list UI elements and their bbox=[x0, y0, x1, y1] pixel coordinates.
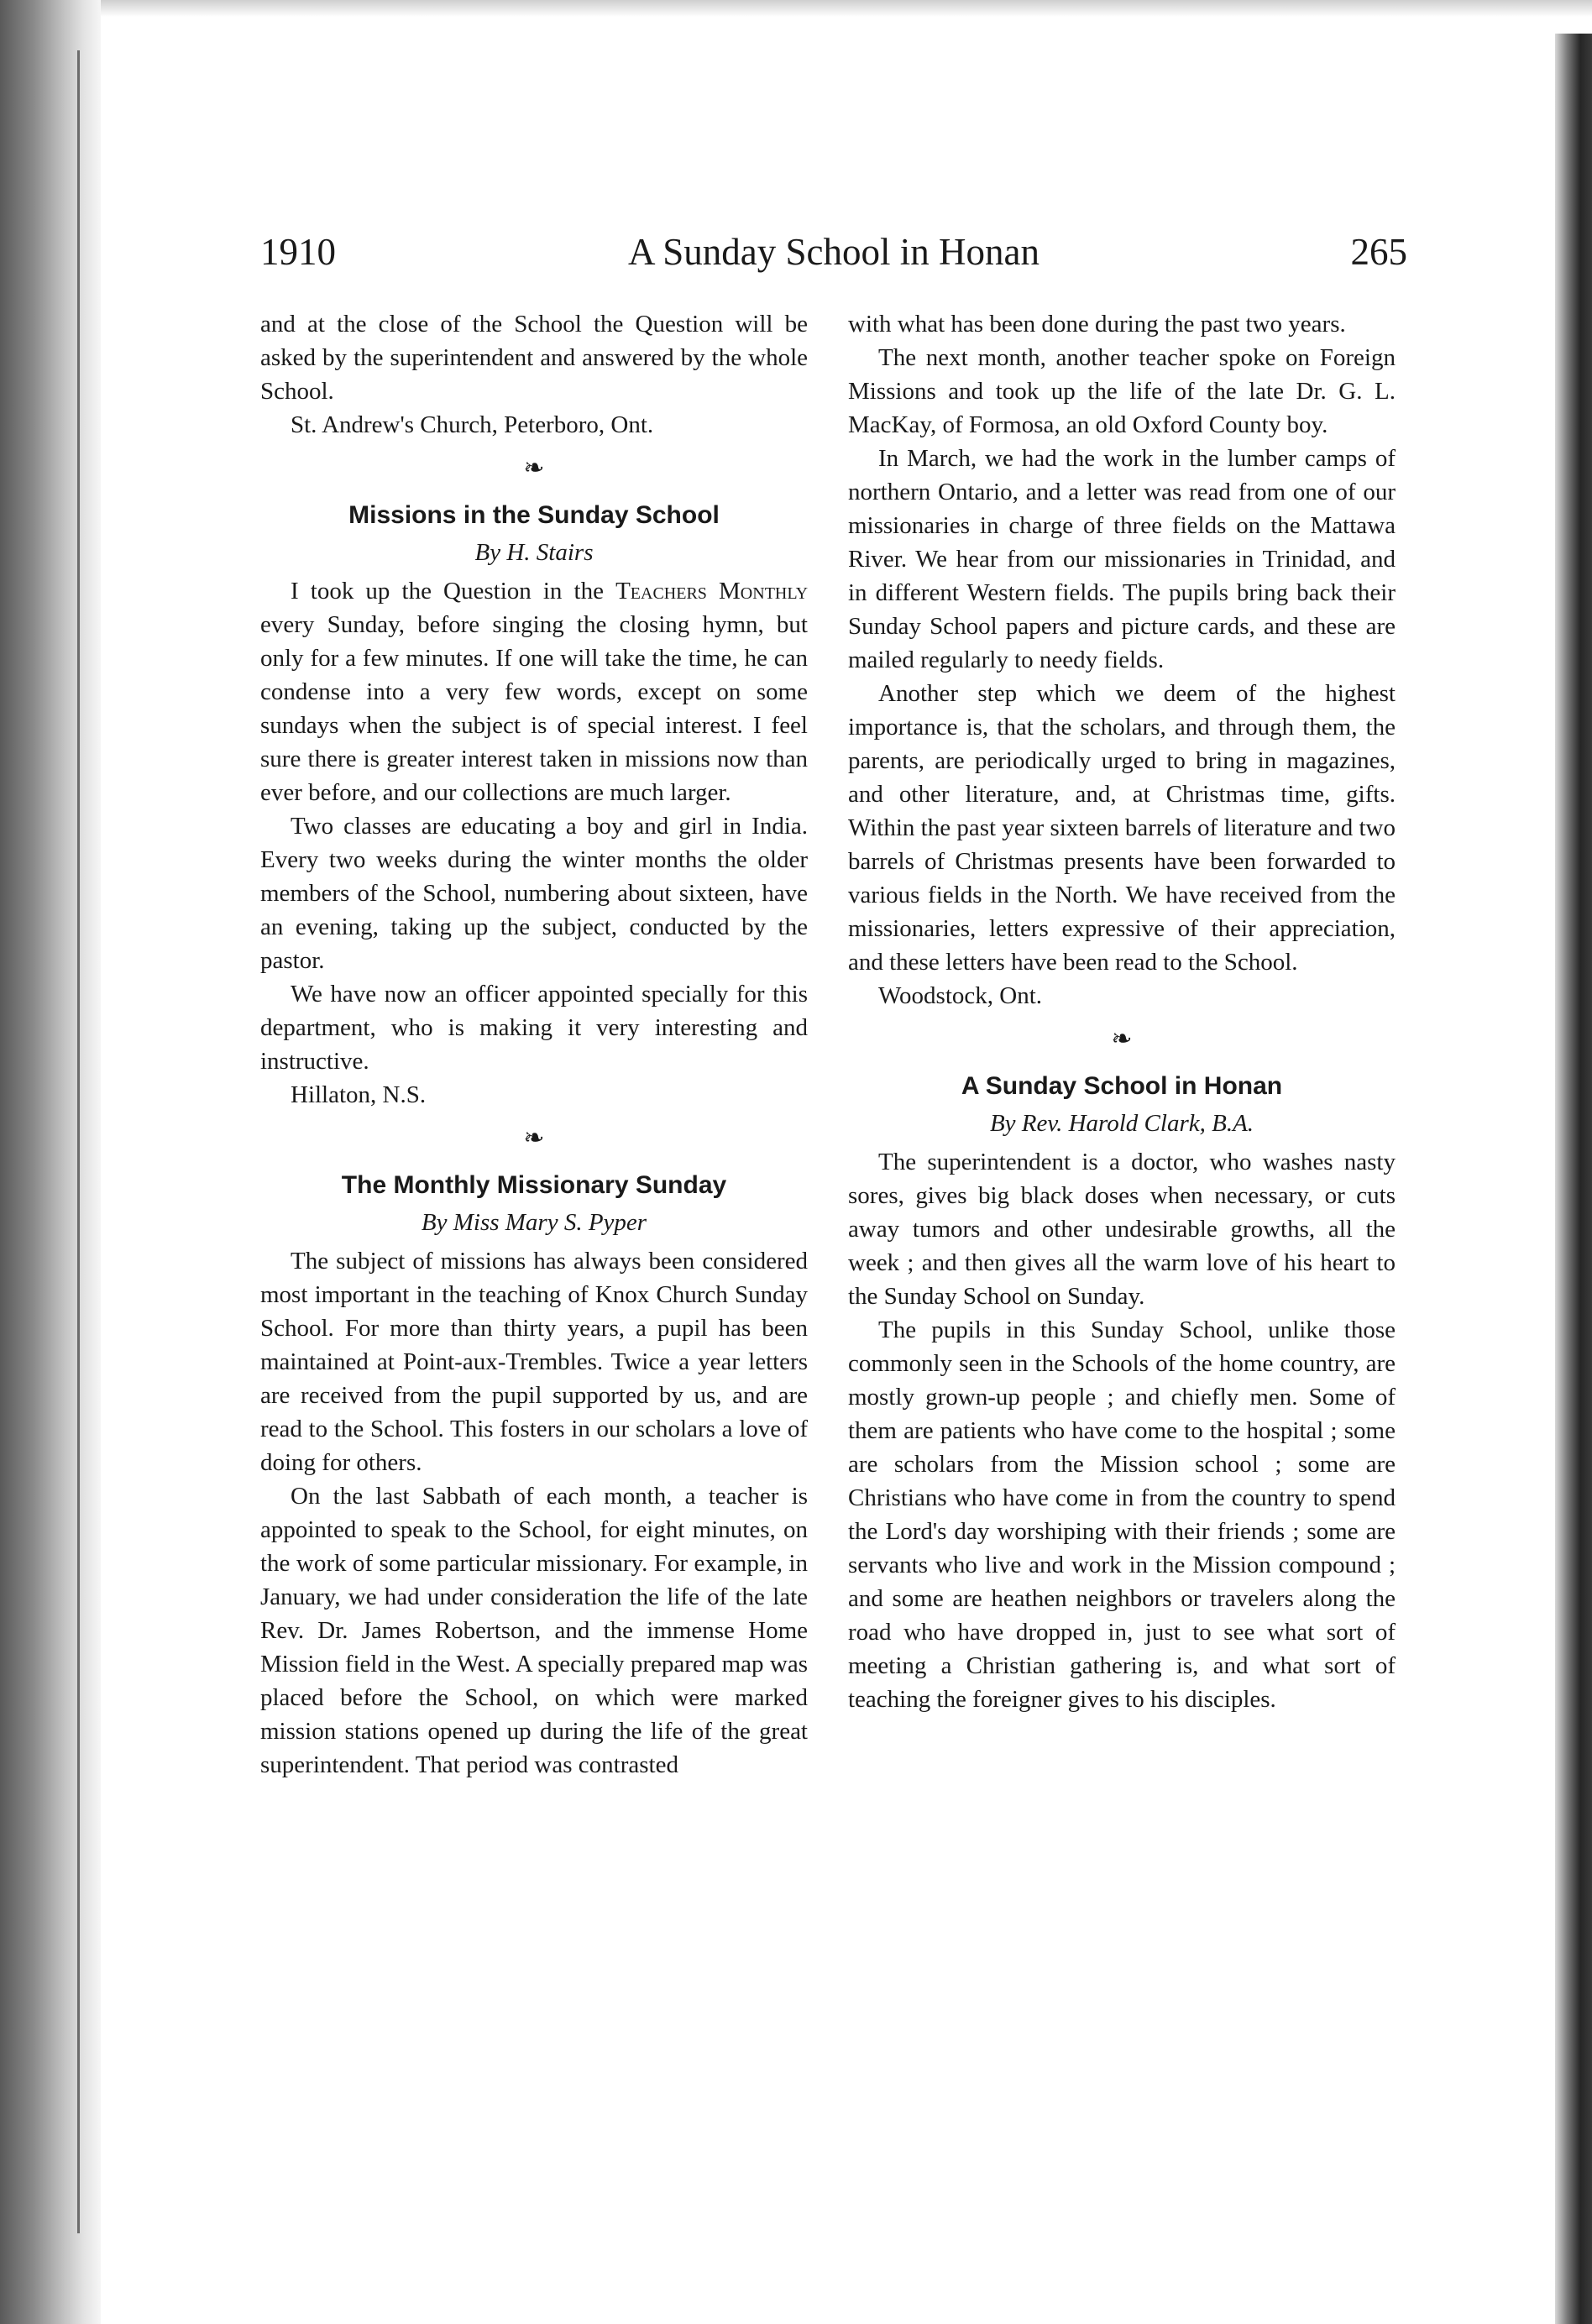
article-paragraph: We have now an officer appointed specially for this department, who is making it very interesting and instructive. bbox=[260, 981, 808, 1075]
article-paragraph: The superintendent is a doctor, who washes nasty sores, gives big black doses when necessary, or cuts away tumors and other undesirable growths, all the week ; and then gives all the warm love of his heart to the Sunday School on Sunday. bbox=[848, 1149, 1396, 1310]
publication-name: Teachers Monthly bbox=[615, 578, 809, 605]
scan-top-edge bbox=[0, 0, 1592, 17]
running-title: A Sunday School in Honan bbox=[628, 231, 1040, 273]
left-column bbox=[260, 307, 808, 1782]
continuation-paragraph: with what has been done during the past two years. bbox=[848, 311, 1346, 338]
right-column bbox=[848, 307, 1396, 1716]
paragraph-text: I took up the Question in the bbox=[291, 578, 616, 605]
article-paragraph bbox=[260, 574, 808, 809]
article-byline: By H. Stairs bbox=[474, 539, 594, 566]
article-byline: By Rev. Harold Clark, B.A. bbox=[989, 1110, 1254, 1137]
article-paragraph: Another step which we deem of the highest importance is, that the scholars, and through them, the parents, are periodically urged to bring in magazines, and other literature, and, at Christmas time, gifts. Within the past year sixteen barrels of literature and two barrels of Christmas presents have been forwarded to various fields in the North. We have received from the missionaries, letters expressive of their appreciation, and these letters have been read to the School. bbox=[848, 680, 1396, 976]
article-sunday-school-in-honan bbox=[848, 1070, 1396, 1716]
article-paragraph: The pupils in this Sunday School, unlike those commonly seen in the Schools of the home country, are mostly grown-up people ; and chiefly men. Some of them are patients who have come to the hospital ; some are scholars from the Mission school ; some are Christians who have come in from the country to spend the Lord's day worshiping with their friends ; some are servants who live and work in the Mission compound ; and some are heathen neighbors or travelers along the road who have dropped in, just to see what sort of meeting a Christian gathering is, and what sort of teaching the foreigner gives to his disciples. bbox=[848, 1316, 1396, 1713]
article-paragraph: In March, we had the work in the lumber camps of northern Ontario, and a letter was read from one of our missionaries in charge of three fields on the Mattawa River. We hear from our missionaries in Trinidad, and in different Western fields. The pupils bring back their Sunday School papers and picture cards, and these are mailed regularly to needy fields. bbox=[848, 445, 1396, 673]
article-byline: By Miss Mary S. Pyper bbox=[421, 1209, 647, 1236]
continuation-paragraph: and at the close of the School the Question will be asked by the superintendent and answered by the whole School. bbox=[260, 311, 808, 405]
article-title: A Sunday School in Honan bbox=[961, 1072, 1283, 1100]
binding-edge bbox=[77, 50, 80, 2233]
scan-left-margin bbox=[0, 0, 101, 2324]
article-title: The Monthly Missionary Sunday bbox=[341, 1171, 727, 1199]
article-paragraph: The subject of missions has always been considered most important in the teaching of Knox Church Sunday School. For more than thirty years, a pupil has been maintained at Point-aux-Trembles. Twice a year letters are received from the pupil supported by us, and are read to the School. This fosters in our scholars a love of doing for others. bbox=[260, 1248, 808, 1476]
article-paragraph: Two classes are educating a boy and girl in India. Every two weeks during the winter months the older members of the School, numbering about sixteen, have an evening, taking up the subject, conducted by the pastor. bbox=[260, 813, 808, 974]
article-missions-in-sunday-school bbox=[260, 499, 808, 1112]
article-paragraph: The next month, another teacher spoke on Foreign Missions and took up the life of the late Dr. G. L. MacKay, of Formosa, an old Oxford County boy. bbox=[848, 344, 1396, 438]
ornament-icon: ❧ bbox=[523, 454, 545, 482]
ornament-icon: ❧ bbox=[1111, 1025, 1133, 1053]
scan-right-edge bbox=[1555, 34, 1592, 2324]
header-year: 1910 bbox=[260, 231, 336, 273]
article-monthly-missionary-sunday bbox=[260, 1169, 808, 1782]
article-paragraph: On the last Sabbath of each month, a teacher is appointed to speak to the School, for eight minutes, on the work of some particular missionary. For example, in January, we had under consideration the life of the late Rev. Dr. James Robertson, and the immense Home Mission field in the West. A specially prepared map was placed before the School, on which were marked mission stations opened up during the life of the great superintendent. That period was contrasted bbox=[260, 1483, 808, 1778]
page-header bbox=[260, 227, 1407, 277]
ornament-icon: ❧ bbox=[523, 1124, 545, 1152]
article-title: Missions in the Sunday School bbox=[348, 501, 720, 529]
book-page bbox=[260, 227, 1407, 2141]
place-line: Hillaton, N.S. bbox=[291, 1081, 427, 1108]
place-line: Woodstock, Ont. bbox=[878, 982, 1043, 1009]
page-number: 265 bbox=[1350, 231, 1407, 273]
paragraph-text: every Sunday, before singing the closing hymn, but only for a few minutes. If one will take the time, he can condense into a very few words, except on some sundays when the subject is of special interest. I feel sure there is greater interest taken in missions now than ever before, and our collections are much larger. bbox=[260, 611, 808, 806]
place-line: St. Andrew's Church, Peterboro, Ont. bbox=[291, 411, 654, 438]
